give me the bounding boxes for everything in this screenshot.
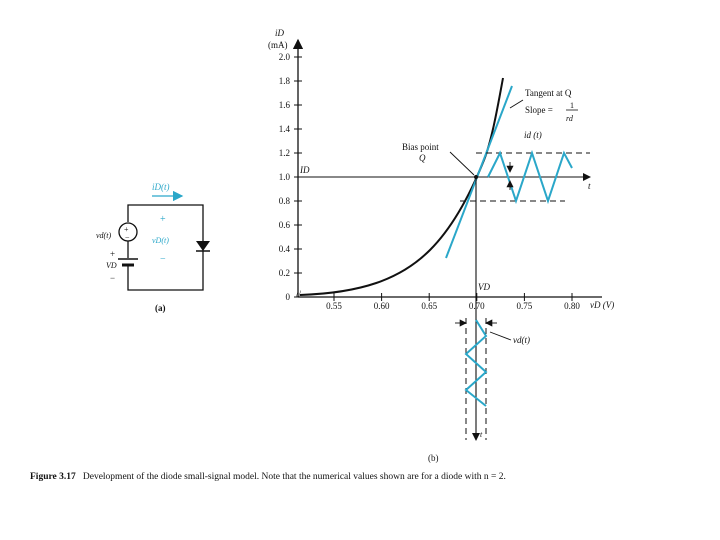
VD-plus: + [110,249,116,259]
y-tick-label: 0.6 [278,220,290,230]
VD-minus: − [110,273,116,283]
x-tick-label: 0.75 [516,301,533,311]
diode-icon [196,241,210,251]
x-tick-label: 0.80 [564,301,580,311]
x-tick-label: 0.55 [326,301,342,311]
iD-label: iD(t) [152,182,170,192]
VD-label: VD [106,261,117,270]
iv-graph [268,28,614,463]
bias-point-label: Bias point [402,142,439,152]
y-tick-label: 0.8 [278,196,290,206]
y-tick-label: 2.0 [278,52,290,62]
tangent-line [446,86,512,258]
source-minus: − [125,233,130,242]
figure-caption [30,472,690,482]
VD-label: VD [478,282,490,292]
vd-t-label: vd(t) [513,335,530,345]
caption-a: (a) [155,303,166,313]
y-tick-label: 1.2 [278,148,290,158]
y-tick-label: 1.0 [278,172,290,182]
y-axis-unit: (mA) [268,40,288,50]
bias-leader [450,152,474,175]
id-t-label: id (t) [524,130,542,140]
x-tick-label: 0.60 [373,301,390,311]
tangent-leader [510,100,523,108]
y-tick-label: 1.4 [278,124,290,134]
source-plus: + [124,225,129,234]
slope-num: 1 [570,101,574,110]
x-tick-label: 0.70 [468,301,485,311]
bias-point-q: Q [419,153,426,163]
figure-number: Figure 3.17 [30,472,76,482]
y-tick-label: 1.8 [278,76,290,86]
y-axis-label: iD [275,28,284,38]
circuit-diagram [96,182,210,313]
slope-label: Slope = [525,105,553,115]
x-ticks [326,293,580,311]
caption-b: (b) [428,453,439,463]
x-axis-label: vD (V) [590,300,615,310]
y-tick-label: 1.6 [278,100,290,110]
x-tick-label: 0.65 [421,301,438,311]
ID-label: ID [300,165,310,175]
y-tick-label: 0 [285,292,290,302]
axis-break: // [296,289,302,299]
vDt-label: vD(t) [152,236,169,245]
y-tick-label: 0.4 [278,244,290,254]
tangent-label: Tangent at Q [525,88,572,98]
vD-plus: + [160,214,166,225]
vD-minus: − [160,254,166,265]
y-tick-label: 0.2 [278,268,290,278]
figure-caption-text: Development of the diode small-signal model. Note that the numerical values shown are for a diode with n = 2. [82,472,506,482]
t-label-right: t [588,181,591,191]
slope-den: rd [566,114,573,123]
t-label-bottom: t [480,430,483,439]
vd-label: vd(t) [96,231,112,240]
